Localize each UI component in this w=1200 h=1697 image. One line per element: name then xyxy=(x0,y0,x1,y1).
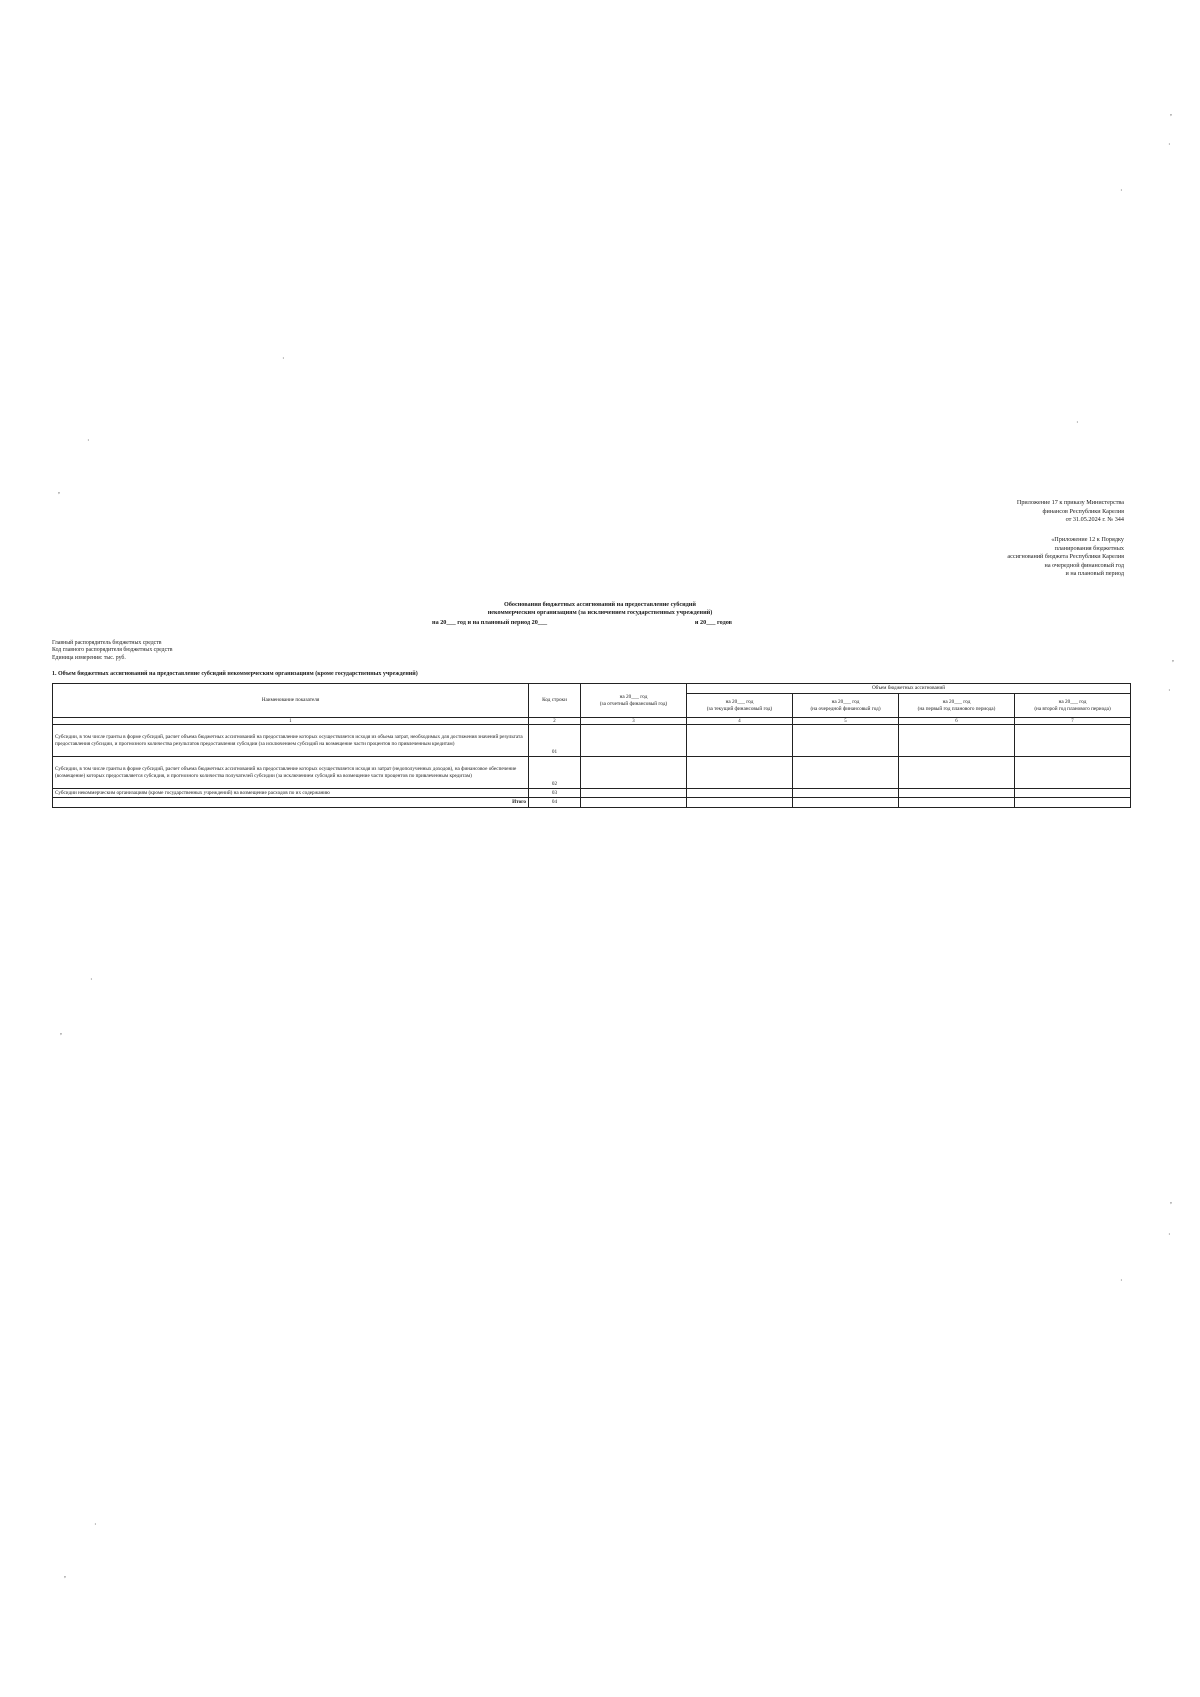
column-number: 7 xyxy=(1015,718,1131,725)
appendix-procedure-line-4: на очередной финансовый год xyxy=(1044,561,1124,569)
appendix-procedure-line-1: «Приложение 12 к Порядку xyxy=(1051,536,1124,543)
unit-label: Единица измерения: тыс. руб. xyxy=(52,654,126,661)
header-report-sub: (за отчетный финансовый год) xyxy=(599,700,668,707)
value-cell[interactable] xyxy=(687,757,793,789)
value-cell[interactable] xyxy=(581,789,687,798)
document-title xyxy=(330,601,870,618)
scan-speck: · xyxy=(87,436,90,445)
header-current-label: на 20___ год xyxy=(725,699,754,706)
scan-speck: , xyxy=(64,1570,66,1579)
total-cell[interactable] xyxy=(899,798,1015,807)
value-cell[interactable] xyxy=(899,725,1015,757)
header-next-label: на 20___ год xyxy=(831,699,860,706)
scan-speck: , xyxy=(1172,654,1174,663)
value-cell[interactable] xyxy=(1015,725,1131,757)
appendix-order-line-1: Приложение 17 к приказу Министерства xyxy=(1016,499,1124,506)
table-row xyxy=(53,757,1131,789)
scan-speck: · xyxy=(282,354,285,363)
column-number: 5 xyxy=(793,718,899,725)
budget-table xyxy=(52,683,1131,808)
header-next-sub: (на очередной финансовый год) xyxy=(810,705,881,712)
scan-speck: · xyxy=(1076,418,1079,427)
total-row xyxy=(53,798,1131,807)
total-cell[interactable] xyxy=(581,798,687,807)
scan-speck: · xyxy=(1120,186,1123,195)
scan-speck: , xyxy=(1170,108,1172,117)
document-title-line-2: некоммерческим организациям (за исключением государственных учреждений) xyxy=(487,609,713,617)
scan-speck: · xyxy=(1168,686,1171,695)
column-number: 6 xyxy=(899,718,1015,725)
appendix-procedure-note xyxy=(1007,536,1124,579)
header-plan2-label: на 20___ год xyxy=(1058,699,1087,706)
value-cell[interactable] xyxy=(899,757,1015,789)
scan-speck: · xyxy=(90,975,93,984)
value-cell[interactable] xyxy=(1015,757,1131,789)
row-code: 01 xyxy=(529,725,581,757)
period-left: на 20___ год и на плановый период 20___ xyxy=(432,619,548,626)
total-label: Итого xyxy=(53,798,529,807)
total-cell[interactable] xyxy=(793,798,899,807)
row-name: Субсидии, в том числе гранты в форме субсидий, расчет объема бюджетных ассигнований на предоставление которых осуществляется исходя из затрат (недополученных доходов), на финансовое обеспечение (возмещение) которых предоставляется субсидия, и прогнозного количества получателей субсидии (за исключением субсидий на возмещение части процентов по привлеченным кредитам) xyxy=(53,757,529,789)
scan-speck: , xyxy=(60,1027,62,1036)
value-cell[interactable] xyxy=(899,789,1015,798)
row-code: 02 xyxy=(529,757,581,789)
table-row xyxy=(53,789,1131,798)
period-line xyxy=(420,619,780,629)
appendix-procedure-line-3: ассигнований бюджета Республики Карелия xyxy=(1007,553,1124,561)
scan-speck: , xyxy=(1170,1196,1172,1205)
row-name: Субсидии, в том числе гранты в форме субсидий, расчет объема бюджетных ассигнований на предоставление которых осуществляется исходя из объема затрат, необходимых для достижения значений результата предоставления субсидии, и прогнозного количества результатов предоставления субсидии (за исключением субсидий на возмещение части процентов по привлеченным кредитам) xyxy=(53,725,529,757)
table-row xyxy=(53,725,1131,757)
total-code: 04 xyxy=(529,798,581,807)
manager-code-label: Код главного распорядителя бюджетных средств xyxy=(52,647,173,654)
document-meta xyxy=(52,640,172,662)
header-name: Наименование показателя xyxy=(53,684,529,718)
main-manager-label: Главный распорядитель бюджетных средств xyxy=(52,640,162,646)
scan-speck: · xyxy=(1120,1276,1123,1285)
scan-speck: · xyxy=(1168,1230,1171,1239)
header-report-year xyxy=(581,684,687,718)
scan-speck: · xyxy=(94,1520,97,1529)
appendix-order-line-2: финансов Республики Карелия xyxy=(1042,507,1124,515)
column-number-row xyxy=(53,718,1131,725)
header-group-volume: Объем бюджетных ассигнований xyxy=(687,684,1131,694)
appendix-order-line-3: от 31.05.2024 г. № 344 xyxy=(1065,516,1124,524)
header-current-sub: (за текущий финансовый год) xyxy=(706,705,773,712)
header-next-year xyxy=(793,694,899,718)
value-cell[interactable] xyxy=(687,789,793,798)
header-report-label: на 20___ год xyxy=(619,694,648,701)
header-plan1-sub: (на первый год планового периода) xyxy=(917,705,996,712)
total-cell[interactable] xyxy=(687,798,793,807)
value-cell[interactable] xyxy=(581,757,687,789)
column-number: 3 xyxy=(581,718,687,725)
section-title: 1. Объем бюджетных ассигнований на предоставление субсидий некоммерческим организациям (кроме государственных учреждений) xyxy=(52,671,418,677)
total-cell[interactable] xyxy=(1015,798,1131,807)
table-header-row xyxy=(53,684,1131,694)
appendix-order-note xyxy=(1017,499,1124,525)
value-cell[interactable] xyxy=(581,725,687,757)
scan-speck: · xyxy=(1168,140,1171,149)
header-plan2-sub: (на второй год планового периода) xyxy=(1034,705,1111,712)
appendix-procedure-line-2: планирования бюджетных xyxy=(1054,544,1124,552)
value-cell[interactable] xyxy=(793,725,899,757)
scan-speck: , xyxy=(58,486,60,495)
document-title-line-1: Обоснования бюджетных ассигнований на предоставление субсидий xyxy=(504,601,696,608)
column-number: 1 xyxy=(53,718,529,725)
value-cell[interactable] xyxy=(793,757,899,789)
value-cell[interactable] xyxy=(687,725,793,757)
header-plan-year-1 xyxy=(899,694,1015,718)
value-cell[interactable] xyxy=(1015,789,1131,798)
period-right: и 20___ годов xyxy=(694,619,732,626)
column-number: 4 xyxy=(687,718,793,725)
column-number: 2 xyxy=(529,718,581,725)
header-plan1-label: на 20___ год xyxy=(942,699,971,706)
header-code: Код строки xyxy=(529,684,581,718)
row-code: 03 xyxy=(529,789,581,798)
header-plan-year-2 xyxy=(1015,694,1131,718)
header-current-year xyxy=(687,694,793,718)
value-cell[interactable] xyxy=(793,789,899,798)
row-name: Субсидии некоммерческим организациям (кроме государственных учреждений) на возмещение расходов по их содержанию xyxy=(53,789,529,798)
appendix-procedure-line-5: и на плановый период xyxy=(1065,570,1124,578)
